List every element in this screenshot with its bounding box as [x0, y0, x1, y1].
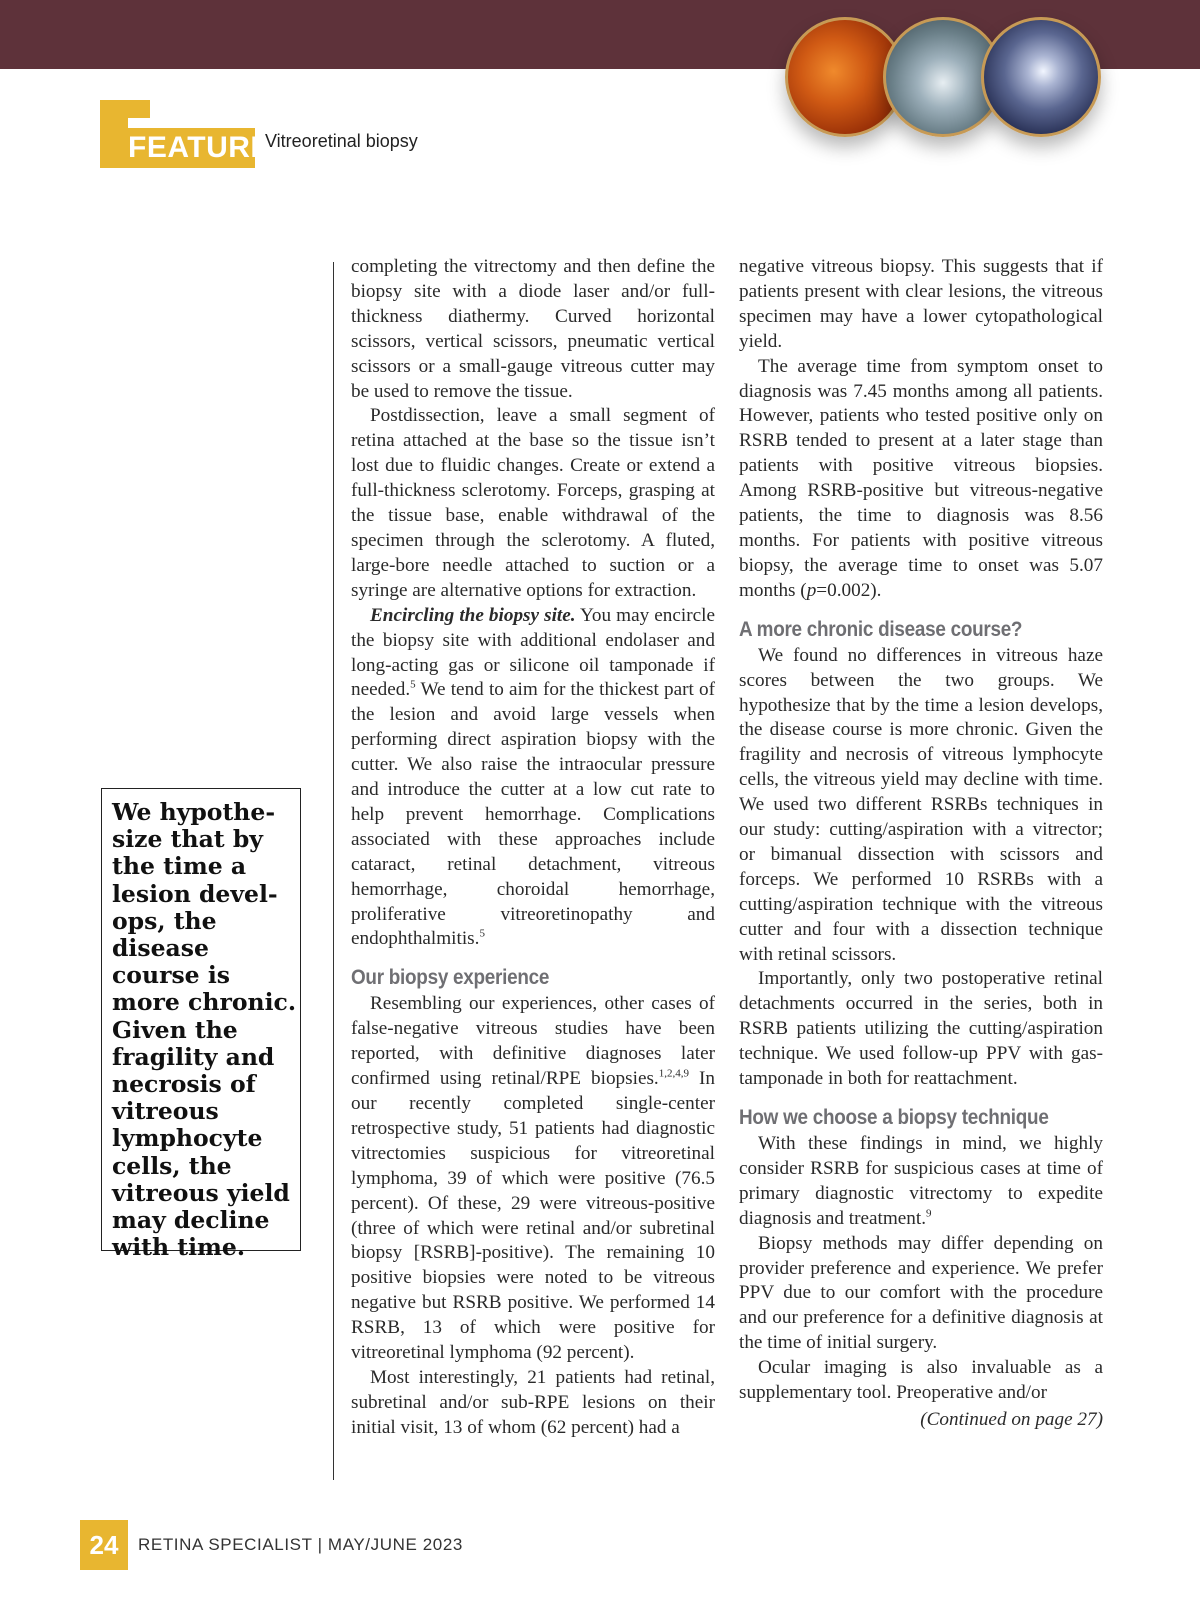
section-heading: How we choose a biopsy technique	[739, 1106, 1049, 1129]
continued-link: (Continued on page 27)	[920, 1408, 1103, 1430]
reference: 5	[410, 679, 416, 692]
paragraph: completing the vitrectomy and then define the biopsy site with a diode laser and/or full-thickness diathermy. Curved horizontal scissors, vertical scissors, pneumatic vertical scissors or a small-gauge vitreous cutter may be used to remove the tissue.	[351, 256, 715, 402]
paragraph: Ocular imaging is also invaluable as a supplementary tool. Preoperative and/or	[739, 1357, 1103, 1404]
paragraph: Biopsy methods may differ depending on provider preference and experience. We prefer PPV due to our comfort with the procedure and our preference for a definitive diagnosis at the time of initial surgery.	[739, 1232, 1103, 1354]
page-number: 24	[80, 1520, 128, 1570]
paragraph: Postdissection, leave a small segment of retina attached at the base so the tissue isn’t lost due to fluidic changes. Create or extend a full-thickness sclerotomy. Forceps, grasping at the tissue base, enable withdrawal of the specimen through the sclerotomy. A fluted, large-bore needle attached to suction or a syringe are alternative options for extraction.	[351, 405, 715, 601]
pull-quote: We hypothe-size that by the time a lesion devel-ops, the disease course is more chronic. Given the fragility and necrosis of vitreous lymphocyte cells, the vitreous yield may decline with time.	[101, 788, 301, 1251]
run-in-heading: Encircling the biopsy site.	[370, 604, 576, 626]
lesion-photo	[981, 17, 1101, 137]
paragraph: Importantly, only two postoperative retinal detachments occurred in the series, both in RSRB patients utilizing the cutting/aspiration technique. We used follow-up PPV with gas-tamponade in both for reattachment.	[739, 968, 1103, 1090]
paragraph: Most interestingly, 21 patients had retinal, subretinal and/or sub-RPE lesions on their initial visit, 13 of whom (62 percent) had a	[351, 1366, 715, 1438]
paragraph: negative vitreous biopsy. This suggests that if patients present with clear lesions, the vitreous specimen may have a lower cytopathological yield.	[739, 256, 1103, 352]
article-topic: Vitreoretinal biopsy	[265, 131, 418, 151]
text-column-1	[351, 255, 715, 1441]
reference: 9	[926, 1207, 932, 1220]
section-label: FEATURE	[128, 128, 255, 168]
paragraph: Encircling the biopsy site. You may encircle the biopsy site with additional endolaser and long-acting gas or silicone oil tamponade if needed.$^5$ We tend to aim for the thickest part of the lesion and avoid large vessels when performing direct aspiration biopsy with the cutter. We also raise the intraocular pressure and introduce the cutter at a low cut rate to help prevent hemorrhage. Complications associated with these approaches include cataract, retinal detachment, vitreous hemorrhage, choroidal hemorrhage, proliferative vitreoretinopathy and endophthalmitis.$^5$	[351, 604, 715, 950]
reference: 5	[479, 928, 485, 941]
text-column-2	[739, 255, 1103, 1433]
section-heading: A more chronic disease course?	[739, 617, 1023, 641]
publication-line: RETINA SPECIALIST | MAY/JUNE 2023	[138, 1535, 463, 1554]
section-tag	[100, 100, 271, 168]
reference: 1,2,4,9	[658, 1067, 689, 1080]
paragraph: We found no differences in vitreous haze scores between the two groups. We hypothesize that by the time a lesion develops, the disease course is more chronic. Given the fragility and necrosis of vitreous lymphocyte cells, the vitreous yield may decline with time. We used two different RSRBs techniques in our study: cutting/aspiration with a vitrector; or bimanual dissection with scissors and forceps. We performed 10 RSRBs with a cutting/aspiration technique with the vitreous cutter and four with a dissection technique with retinal scissors.	[739, 644, 1103, 965]
paragraph: The average time from symptom onset to diagnosis was 7.45 months among all patients. However, patients who tested positive only on RSRB tended to present at a later stage than patients with positive vitreous biopsies. Among RSRB-positive but vitreous-negative patients, the time to diagnosis was 8.56 months. For patients with positive vitreous biopsy, the average time to onset was 5.07 months (p=0.002).	[739, 355, 1103, 601]
column-rule	[333, 262, 334, 1480]
paragraph: Resembling our experiences, other cases of false-negative vitreous studies have been reported, with definitive diagnoses later confirmed using retinal/RPE biopsies.$^{1,2,4,9}$ In our recently completed single-center retrospective study, 51 patients had diagnostic vitrectomies suspicious for vitreoretinal lymphoma, 39 of which were positive (76.5 percent). Of these, 29 were vitreous-positive (three of which were retinal and/or subretinal biopsy [RSRB]-positive). The remaining 10 positive biopsies were noted to be vitreous negative but RSRB positive. We performed 14 RSRB, 13 of which were positive for vitreoretinal lymphoma (92 percent).	[351, 993, 715, 1364]
section-heading: Our biopsy experience	[351, 966, 550, 990]
paragraph: With these findings in mind, we highly consider RSRB for suspicious cases at time of primary diagnostic vitrectomy to expedite diagnosis and treatment.$^9$	[739, 1133, 1103, 1229]
